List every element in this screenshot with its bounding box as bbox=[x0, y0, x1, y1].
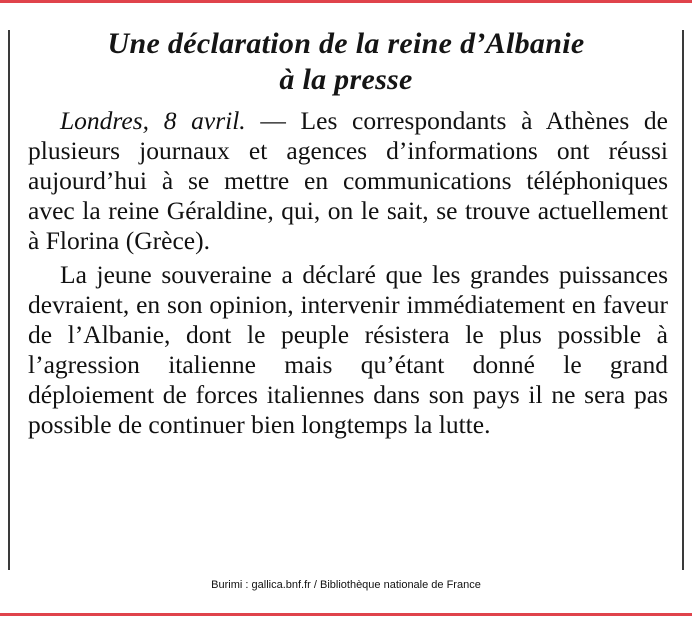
headline-line-1: Une déclaration de la reine d’Albanie bbox=[107, 27, 585, 60]
top-divider bbox=[0, 0, 692, 3]
clipping-left-edge bbox=[8, 30, 10, 570]
article-headline bbox=[22, 26, 670, 98]
source-credit: Burimi : gallica.bnf.fr / Bibliothèque nationale de France bbox=[211, 579, 481, 591]
dateline: Londres, 8 avril. bbox=[60, 106, 246, 135]
headline-line-2: à la presse bbox=[279, 63, 413, 96]
article-body bbox=[28, 106, 668, 444]
article-paragraph-1 bbox=[28, 106, 668, 256]
clipping-right-edge bbox=[682, 30, 684, 570]
newspaper-clipping bbox=[8, 18, 684, 572]
bottom-divider bbox=[0, 613, 692, 616]
article-paragraph-2 bbox=[28, 260, 668, 440]
paragraph-1-text: — Les correspondants à Athènes de plusieurs journaux et agences d’informations ont réussi aujourd’hui à se mettre en communications téléphoniques avec la reine Géraldine, qui, on le sait, se trouve actuellement à Florina (Grèce). bbox=[28, 106, 669, 255]
paragraph-2-text: La jeune souveraine a déclaré que les grandes puissances devraient, en son opinion, intervenir immédiatement en faveur de l’Albanie, dont le peuple résistera le plus possible à l’agression italienne mais qu’étant donné le grand déploiement de forces italiennes dans son pays il ne sera pas possible de continuer bien longtemps la lutte. bbox=[28, 260, 668, 439]
